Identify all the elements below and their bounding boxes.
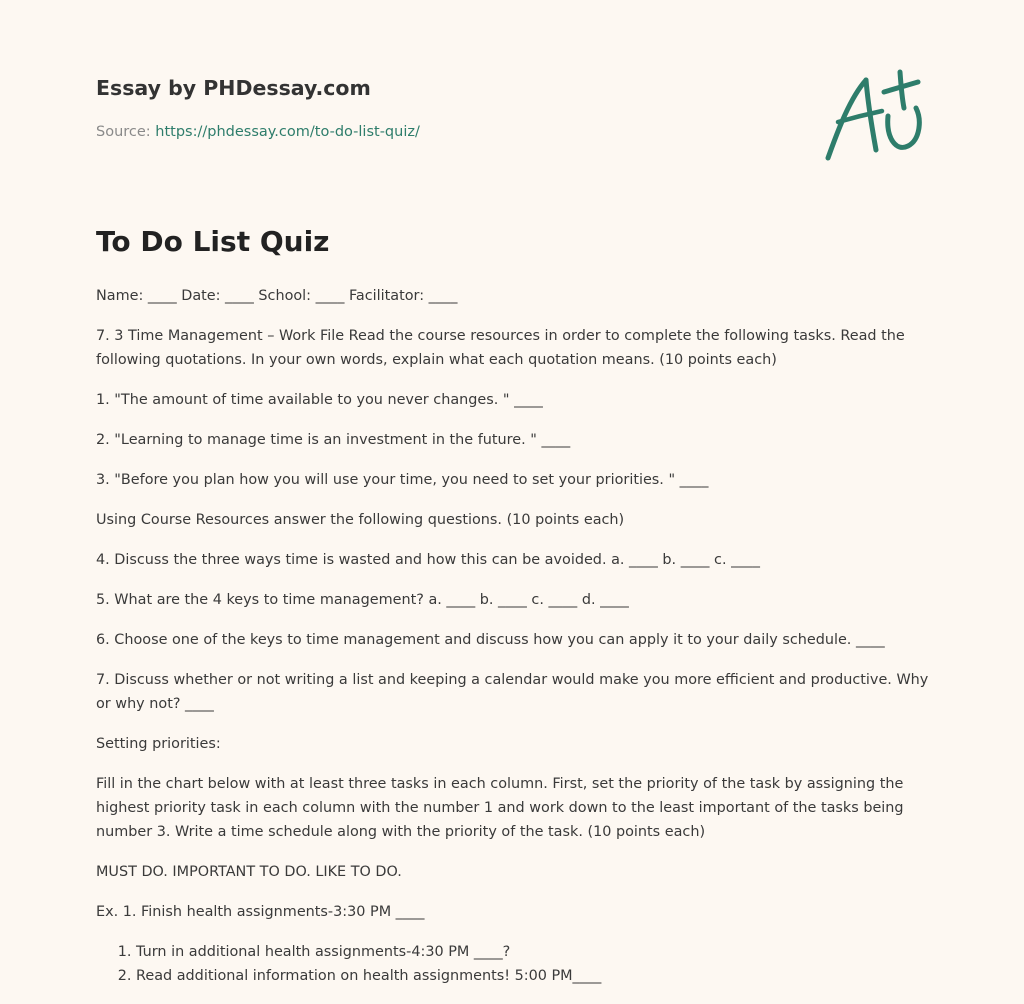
paragraph: Setting priorities: (96, 736, 221, 752)
document-body (96, 284, 936, 988)
document-title: To Do List Quiz (96, 225, 330, 258)
list-item: 1. Turn in additional health assignments-4:30 PM ____? (136, 940, 936, 964)
list-item: 2. Read additional information on health assignments! 5:00 PM____ (136, 964, 936, 988)
paragraph: Using Course Resources answer the following questions. (10 points each) (96, 512, 625, 528)
paragraph: 6. Choose one of the keys to time management and discuss how you can apply it to your daily schedule. ____ (96, 632, 885, 648)
a-plus-logo-icon (824, 68, 928, 164)
paragraph: 2. "Learning to manage time is an investment in the future. " ____ (96, 432, 571, 448)
paragraph: 4. Discuss the three ways time is wasted and how this can be avoided. a. ____ b. ____ c. ____ (96, 552, 760, 568)
source-label: Source: (96, 124, 156, 140)
source-link[interactable]: https://phdessay.com/to-do-list-quiz/ (155, 124, 420, 140)
paragraph: 1. "The amount of time available to you never changes. " ____ (96, 392, 543, 408)
source-line (96, 124, 420, 140)
paragraph: Ex. 1. Finish health assignments-3:30 PM ____ (96, 904, 425, 920)
paragraph: 7. Discuss whether or not writing a list and keeping a calendar would make you more efficient and productive. Why or why not? ____ (96, 672, 929, 712)
numbered-list (96, 940, 936, 988)
paragraph: 3. "Before you plan how you will use your time, you need to set your priorities. " ____ (96, 472, 709, 488)
brand-title: Essay by PHDessay.com (96, 76, 371, 100)
paragraph: 7. 3 Time Management – Work File Read the course resources in order to complete the following tasks. Read the following quotations. In your own words, explain what each quotation means. (10 points each) (96, 328, 905, 368)
paragraph: MUST DO. IMPORTANT TO DO. LIKE TO DO. (96, 864, 402, 880)
paragraph: Fill in the chart below with at least three tasks in each column. First, set the priority of the task by assigning the highest priority task in each column with the number 1 and work down to the least important of the tasks being number 3. Write a time schedule along with the priority of the task. (10 points each) (96, 776, 904, 840)
paragraph: Name: ____ Date: ____ School: ____ Facilitator: ____ (96, 288, 458, 304)
paragraph: 5. What are the 4 keys to time management? a. ____ b. ____ c. ____ d. ____ (96, 592, 629, 608)
page-header (96, 0, 928, 200)
